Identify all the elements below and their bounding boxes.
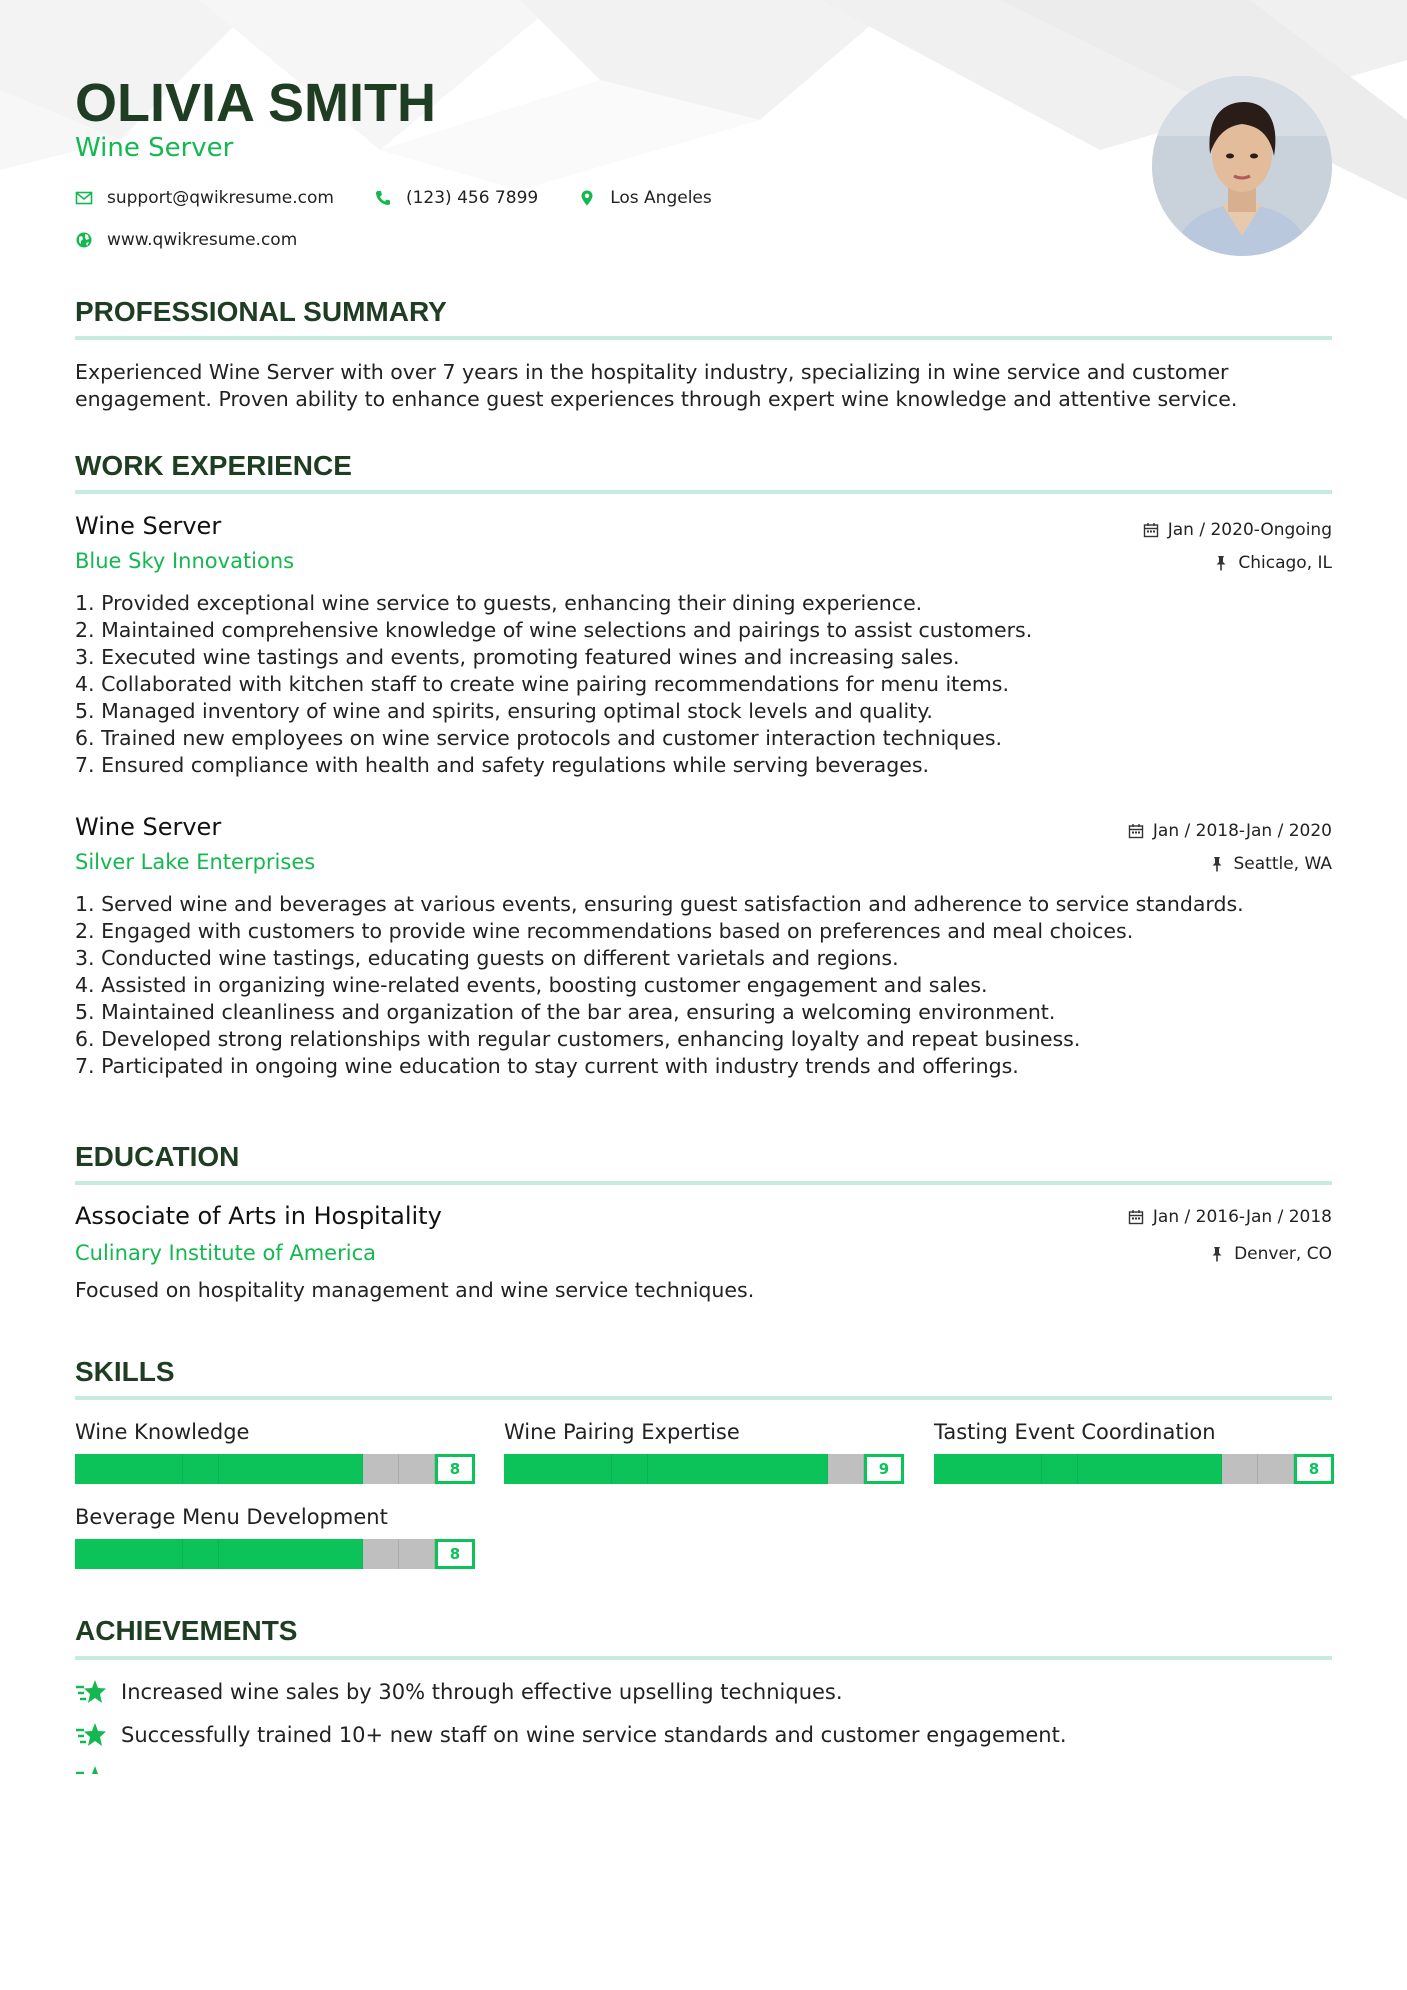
skill-level-fill — [75, 1539, 363, 1569]
section-divider — [75, 1656, 1332, 1660]
contact-email[interactable] — [75, 188, 334, 208]
skills-heading: SKILLS — [75, 1356, 175, 1387]
skill-level-bar — [75, 1539, 475, 1569]
job-1-dates-text: Jan / 2020-Ongoing — [1167, 520, 1332, 540]
contact-row-2 — [75, 230, 337, 250]
list-item: 5. Managed inventory of wine and spirits, ensuring optimal stock levels and quality. — [75, 699, 933, 723]
pushpin-icon — [1213, 555, 1229, 571]
list-item: 2. Engaged with customers to provide wine recommendations based on preferences and meal choices. — [75, 919, 1134, 943]
education-school: Culinary Institute of America — [75, 1241, 376, 1265]
phone-text: (123) 456 7899 — [405, 188, 539, 208]
pushpin-icon — [1209, 856, 1225, 872]
skill-level-empty — [363, 1539, 435, 1569]
skill-level-bar — [75, 1454, 475, 1484]
section-divider — [75, 1396, 1332, 1400]
job-2-company: Silver Lake Enterprises — [75, 850, 316, 874]
envelope-icon — [75, 189, 93, 207]
list-item: 1. Served wine and beverages at various events, ensuring guest satisfaction and adherence to service standards. — [75, 892, 1244, 916]
list-item: 3. Executed wine tastings and events, promoting featured wines and increasing sales. — [75, 645, 960, 669]
contact-phone[interactable] — [374, 188, 538, 208]
skill-name: Wine Knowledge — [75, 1420, 250, 1444]
skill-item — [75, 1505, 475, 1569]
list-item: 7. Participated in ongoing wine education to stay current with industry trends and offerings. — [75, 1054, 1019, 1078]
contact-website[interactable] — [75, 230, 297, 250]
education-description: Focused on hospitality management and wine service techniques. — [75, 1278, 755, 1302]
list-item: 2. Maintained comprehensive knowledge of wine selections and pairings to assist customers. — [75, 618, 1033, 642]
achievement-text: Increased wine sales by 30% through effective upselling techniques. — [121, 1680, 843, 1704]
star-icon — [75, 1679, 107, 1705]
skill-item — [934, 1420, 1334, 1484]
job-2-dates — [1128, 821, 1332, 841]
job-1-location — [1213, 553, 1332, 573]
portrait-image — [1152, 76, 1332, 256]
skill-score: 9 — [864, 1454, 904, 1484]
list-item: 4. Collaborated with kitchen staff to create wine pairing recommendations for menu items. — [75, 672, 1010, 696]
email-text: support@qwikresume.com — [107, 188, 334, 208]
skill-name: Beverage Menu Development — [75, 1505, 388, 1529]
job-2-dates-text: Jan / 2018-Jan / 2020 — [1152, 821, 1332, 841]
globe-icon — [75, 231, 93, 249]
website-text: www.qwikresume.com — [107, 230, 298, 250]
location-text: Los Angeles — [610, 188, 712, 208]
list-item: 4. Assisted in organizing wine-related events, boosting customer engagement and sales. — [75, 973, 988, 997]
skill-score: 8 — [435, 1454, 475, 1484]
job-1-bullets — [75, 590, 1332, 779]
education-heading: EDUCATION — [75, 1141, 240, 1172]
skill-level-fill — [934, 1454, 1222, 1484]
skill-level-bar — [504, 1454, 904, 1484]
job-2-bullets — [75, 891, 1332, 1080]
skill-level-empty — [1222, 1454, 1294, 1484]
summary-text: Experienced Wine Server with over 7 years in the hospitality industry, specializing in wine service and customer engagement. Proven ability to enhance guest experiences through expert wine knowledge and attentive service. — [75, 360, 1238, 411]
contact-row — [75, 188, 752, 208]
skill-name: Wine Pairing Expertise — [504, 1420, 740, 1444]
skill-level-empty — [828, 1454, 864, 1484]
skill-level-fill — [504, 1454, 828, 1484]
education-location-text: Denver, CO — [1234, 1244, 1332, 1264]
candidate-name: OLIVIA SMITH — [75, 73, 436, 133]
skill-level-empty — [363, 1454, 435, 1484]
list-item: 3. Conducted wine tastings, educating guests on different varietals and regions. — [75, 946, 899, 970]
education-degree: Associate of Arts in Hospitality — [75, 1202, 442, 1230]
map-pin-icon — [578, 189, 596, 207]
section-divider — [75, 1181, 1332, 1185]
job-1-company: Blue Sky Innovations — [75, 549, 295, 573]
section-divider — [75, 490, 1332, 494]
skill-score: 8 — [435, 1539, 475, 1569]
education-location — [1209, 1244, 1332, 1264]
calendar-icon — [1143, 522, 1159, 538]
job-1-location-text: Chicago, IL — [1238, 553, 1332, 573]
skill-item — [504, 1420, 904, 1484]
achievements-heading: ACHIEVEMENTS — [75, 1615, 298, 1646]
list-item: 7. Ensured compliance with health and safety regulations while serving beverages. — [75, 753, 930, 777]
achievement-item — [75, 1679, 843, 1705]
job-2-title: Wine Server — [75, 813, 222, 841]
skill-score: 8 — [1294, 1454, 1334, 1484]
section-divider — [75, 336, 1332, 340]
summary-heading: PROFESSIONAL SUMMARY — [75, 296, 447, 327]
page-bottom-whitespace — [0, 1774, 1407, 1990]
education-dates-text: Jan / 2016-Jan / 2018 — [1152, 1207, 1332, 1227]
pushpin-icon — [1209, 1246, 1225, 1262]
achievement-item — [75, 1722, 1067, 1748]
skill-name: Tasting Event Coordination — [934, 1420, 1216, 1444]
skill-level-bar — [934, 1454, 1334, 1484]
profile-photo — [1152, 76, 1332, 256]
skill-level-fill — [75, 1454, 363, 1484]
job-1-title: Wine Server — [75, 512, 222, 540]
education-dates — [1128, 1207, 1332, 1227]
contact-location — [578, 188, 712, 208]
job-1-dates — [1143, 520, 1332, 540]
skill-item — [75, 1420, 475, 1484]
achievement-text: Successfully trained 10+ new staff on wine service standards and customer engagement. — [121, 1723, 1067, 1747]
job-2-location — [1209, 854, 1333, 874]
list-item: 5. Maintained cleanliness and organization of the bar area, ensuring a welcoming environment. — [75, 1000, 1056, 1024]
calendar-icon — [1128, 823, 1144, 839]
list-item: 1. Provided exceptional wine service to guests, enhancing their dining experience. — [75, 591, 923, 615]
phone-icon — [374, 189, 392, 207]
list-item: 6. Developed strong relationships with regular customers, enhancing loyalty and repeat business. — [75, 1027, 1081, 1051]
candidate-role: Wine Server — [75, 133, 234, 163]
calendar-icon — [1128, 1209, 1144, 1225]
list-item: 6. Trained new employees on wine service protocols and customer interaction techniques. — [75, 726, 1003, 750]
star-icon — [75, 1722, 107, 1748]
experience-heading: WORK EXPERIENCE — [75, 450, 352, 481]
job-2-location-text: Seattle, WA — [1233, 854, 1332, 874]
